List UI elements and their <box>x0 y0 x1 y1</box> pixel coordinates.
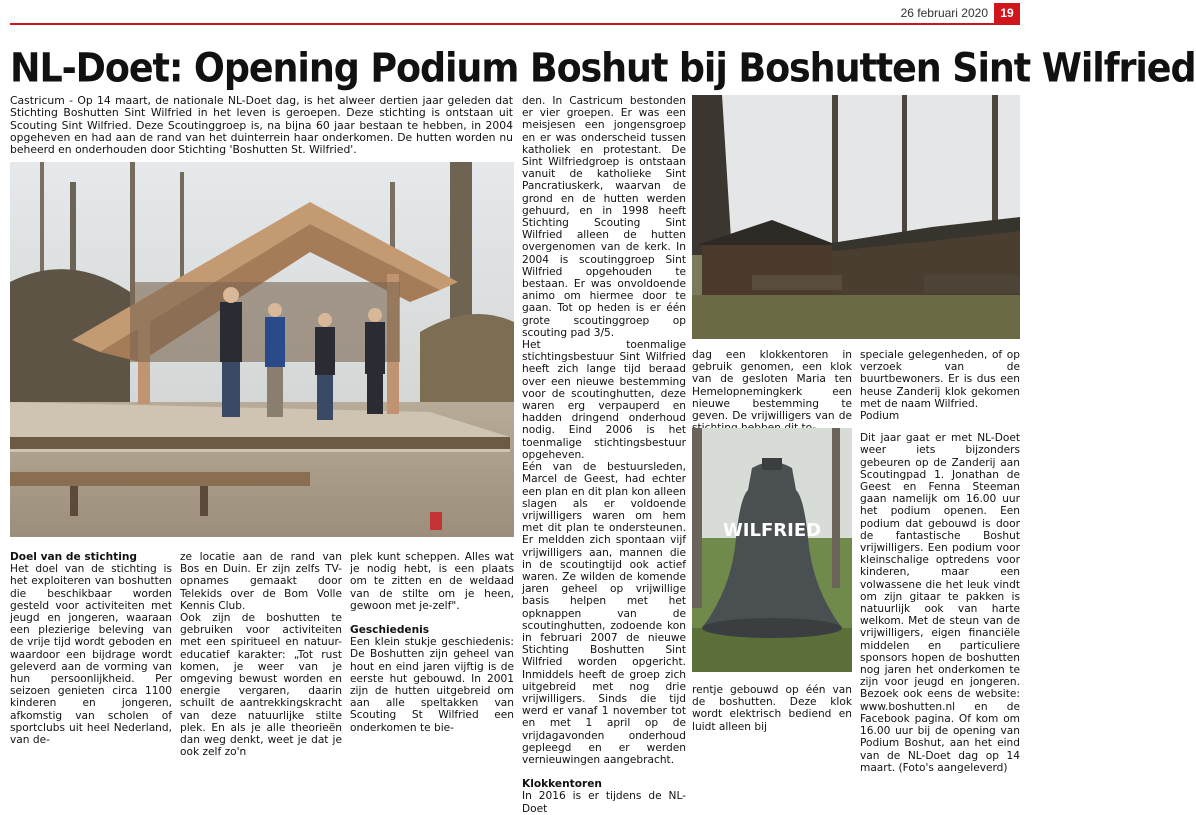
col6-top: speciale gelegenheden, of op verzoek van de buurtbewoners. Er is dus een heuse Zanderij klok gekomen met de naam Wilfried. Podium <box>860 349 1020 423</box>
page-header <box>0 0 1024 26</box>
podium-text: Dit jaar gaat er met NL-Doet weer iets bijzonders gebeuren op de Zanderij aan Scoutingpad 1. Jonathan de Geest en Fenna Steeman gaan namelijk om 16.00 uur het podium openen. Een podium dat gebouwd is door de fantastische Boshut vrijwilligers. Een podium voor kleinschalige optredens voor kinderen, maar een volwassene die het leuk vindt om zijn gitaar te pakken is natuurlijk ook van harte welkom. Met de steun van de vrijwilligers, eigen financiële middelen en particuliere sponsors hopen de boshutten nog jaren het onderkomen te zijn voor jeugd en jongeren. Bezoek ook eens de website: www.boshutten.nl en de Facebook pagina. Of kom om 16.00 uur bij de opening van Podium Boshut, aan het eind van de NL-Doet dag op 14 maart. (Foto's aangeleverd) <box>860 432 1020 774</box>
column-6 <box>860 349 1020 774</box>
column-5-bottom: rentje gebouwd op één van de boshutten. Deze klok wordt elektrisch bediend en luidt alleen bij <box>692 684 852 733</box>
col3-text: plek kunt scheppen. Alles wat je nodig hebt, is een plaats om te zitten en de weldaad van de stilte om je heen, gewoon met je-zelf". <box>350 551 514 612</box>
podium-photo <box>10 162 514 537</box>
issue-date: 26 februari 2020 <box>900 6 988 20</box>
intro-lead: Castricum - Op 14 maart, de nationale NL-Doet dag, is het alweer dertien jaar geleden dat Stichting Boshutten Sint Wilfried in het leven is geroepen. Deze stichting is ontstaan uit Scouting Sint Wilfried. Deze Scoutinggroep is, na bijna 60 jaar bestaan te hebben, in 2004 opgeheven en had aan de rand van het duinterrein haar onderkomen. De hutten worden nu beheerd en onderhouden door Stichting 'Boshutten St. Wilfried'. <box>10 94 513 157</box>
column-5-top: dag een klokkentoren in gebruik genomen, een klok van de gesloten Maria ten Hemelopnemingkerk een nieuwe bestemming te geven. De vrijwilligers van de <box>692 349 852 423</box>
geschiedenis-text: Een klein stukje geschiedenis: De Boshutten zijn geheel van hout en eind jaren vijftig is de eerste hut gebouwd. In 2001 zijn de hutten uitgebreid om aan alle speltakken van Scouting St Wilfried een onderkomen te bie- <box>350 636 514 734</box>
column-2: ze locatie aan de rand van Bos en Duin. Er zijn zelfs TV-opnames gemaakt door Telekids over de Bom Volle Kennis Club. Ook zijn de boshutten te gebruiken voor activiteiten met een spiritueel en natuur-educatief karakter: „Tot rust komen, je weer van je omgeving bewust worden en energie vergaren, daarin schuilt de aantrekkingskracht van deze natuurlijke stilte plek. En als je alle theorieën dan weg denkt, weet je dat je ook zelf zo'n <box>180 551 342 759</box>
column-1 <box>10 551 172 746</box>
header-rule <box>10 23 1020 25</box>
section-heading-geschiedenis: Geschiedenis <box>350 624 430 637</box>
col4-text: den. In Castricum bestonden er vier groepen. Er was een meisjesen een jongensgroep en er was onderscheid tussen katholiek en protestant. De Sint Wilfriedgroep is ontstaan vanuit de katholieke Sint Pancratiuskerk, waarvan de grond en de hutten werden gehuurd, en in 1998 heeft Stichting Scouting Sint Wilfried alleen de hutten overgenomen van de kerk. In 2004 is scoutinggroep Sint Wilfried opgehouden te bestaan. Er was onvoldoende animo om hiermee door te gaan. Tot op heden is er één grote scoutinggroep op scouting pad 3/5. Het toenmalige stichtingsbestuur Sint Wilfried heeft zich lange tijd beraad over een nieuwe bestemming voor de scoutinghutten, deze waren erg verpauperd en hadden dringend onderhoud nodig. Eind 2006 is het toenmalige stichtingsbestuur opgeheven. Eén van de bestuursleden, Marcel de Geest, had echter een plan en dit plan kon alleen slagen als er voldoende vrijwilligers waren om hem met dit plan te ondersteunen. Er meldden zich spontaan vijf vrijwilligers aan, mannen die in de scoutingtijd ook actief waren. Ze wilden de komende jaren geheel op vrijwillige basis helpen met het opknappen van de scoutinghutten, zodoende kon in februari 2007 de nieuwe Stichting Boshutten Sint Wilfried worden opgericht. Inmiddels heeft de groep zich uitgebreid met nog drie vrijwilligers. Sinds die tijd werd er vanaf 1 november tot en met 1 april op de vrijdagavonden onderhoud gepleegd en er werden vernieuwingen aangebracht. <box>522 95 686 766</box>
column-3 <box>350 551 514 734</box>
doel-text: Het doel van de stichting is het exploiteren van boshutten die beschikbaar worden gesteld voor activiteiten met jeugd en jongeren, waaraan een plezierige beleving van de vrije tijd wordt geboden en waardoor een bijdrage wordt geleverd aan de vorming van hun persoonlijkheid. Per seizoen genieten circa 1100 kinderen en jongeren, afkomstig van scholen of sportclubs uit heel Nederland, van de- <box>10 563 172 747</box>
page-number: 19 <box>994 3 1020 23</box>
section-heading-doel: Doel van de stichting <box>10 551 137 563</box>
column-4 <box>522 95 686 815</box>
headline: NL-Doet: Opening Podium Boshut bij Boshutten Sint Wilfried <box>10 44 1196 92</box>
bell-inscription: WILFRIED <box>722 520 822 541</box>
klokkentoren-text: In 2016 is er tijdens de NL-Doet <box>522 790 686 815</box>
section-heading-klokkentoren: Klokkentoren <box>522 778 602 791</box>
huts-photo <box>692 95 1020 339</box>
bell-photo <box>692 428 852 672</box>
